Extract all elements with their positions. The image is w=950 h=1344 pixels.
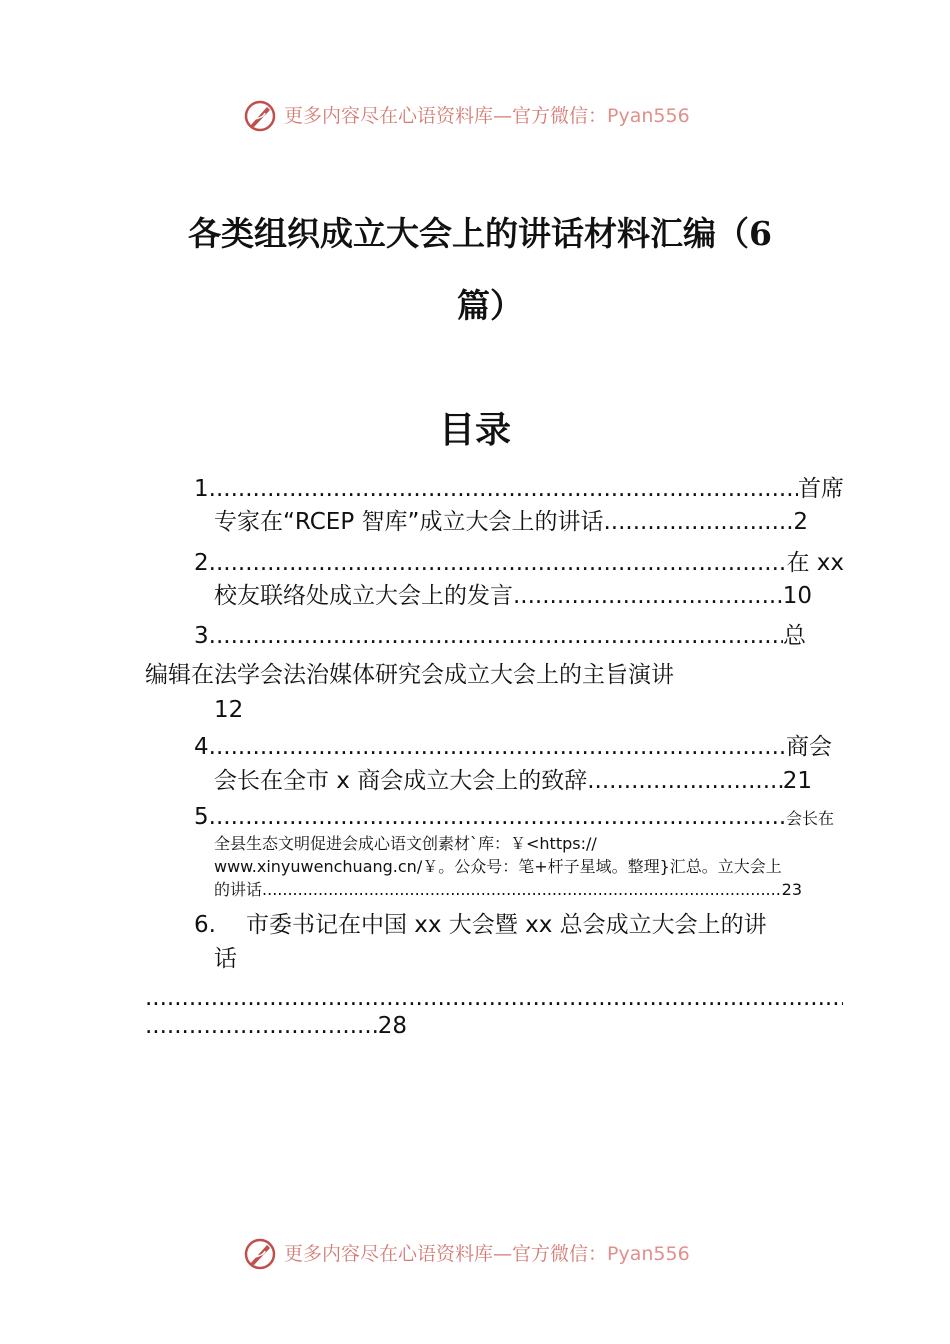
toc-leader-dots bbox=[216, 801, 786, 833]
toc-item-title: 校友联络处成立大会上的发言 bbox=[214, 583, 513, 609]
document-title: 各类组织成立大会上的讲话材料汇编（6 bbox=[188, 214, 772, 253]
toc-leader-dots bbox=[145, 1010, 378, 1042]
toc-item-page: 21 bbox=[782, 768, 812, 794]
toc-item-2-line2[interactable] bbox=[214, 580, 812, 612]
toc-item-title: 的讲话 bbox=[214, 880, 263, 899]
banner-text: 更多内容尽在心语资料库—官方微信：Pyan556 bbox=[284, 1243, 690, 1265]
toc-item-2-line1[interactable] bbox=[194, 547, 844, 579]
quill-pen-logo-icon bbox=[243, 99, 277, 133]
toc-item-5-line1[interactable] bbox=[194, 801, 834, 835]
toc-leader-dots bbox=[216, 731, 786, 763]
toc-item-number: 3. bbox=[194, 623, 216, 649]
toc-leader-dots bbox=[262, 879, 782, 901]
toc-leader-dots bbox=[216, 547, 787, 579]
toc-item-title: 专家在“RCEP 智库”成立大会上的讲话 bbox=[214, 509, 604, 535]
toc-item-6-line3[interactable] bbox=[145, 1010, 407, 1042]
toc-leader-dots bbox=[216, 620, 783, 652]
toc-item-page: 10 bbox=[782, 583, 812, 609]
toc-item-number: 6. bbox=[194, 912, 216, 938]
toc-item-lead-text: 商会 bbox=[786, 734, 832, 760]
toc-item-title: 会长在全市 x 商会成立大会上的致辞 bbox=[214, 768, 588, 794]
header-banner bbox=[0, 96, 950, 136]
toc-item-number: 5. bbox=[194, 804, 216, 830]
wechat-id: Pyan556 bbox=[607, 1243, 690, 1265]
toc-item-5-line4[interactable] bbox=[214, 879, 802, 901]
toc-leader-dots bbox=[603, 506, 793, 538]
toc-item-lead-text: 首席 bbox=[798, 476, 844, 502]
toc-item-page: 28 bbox=[377, 1013, 407, 1039]
toc-leader-dots bbox=[216, 473, 798, 505]
toc-heading: 目录 bbox=[438, 409, 511, 451]
toc-item-1-line2[interactable] bbox=[214, 506, 808, 538]
quill-pen-logo-icon bbox=[243, 1237, 277, 1271]
toc-item-5-line2[interactable]: 全县生态文明促进会成心语文创素材`库：￥<https:// bbox=[214, 834, 597, 853]
document-title-continued: 篇） bbox=[457, 286, 523, 325]
banner-text: 更多内容尽在心语资料库—官方微信：Pyan556 bbox=[284, 105, 690, 127]
toc-leader-dots bbox=[587, 765, 782, 797]
toc-item-lead-text: 总 bbox=[783, 623, 806, 649]
toc-item-6-line2[interactable]: 话 bbox=[214, 946, 237, 972]
toc-item-title: 市委书记在中国 xx 大会暨 xx 总会成立大会上的讲 bbox=[245, 912, 767, 938]
toc-item-page: 23 bbox=[781, 880, 802, 899]
toc-item-lead-text: 在 xx bbox=[786, 550, 844, 576]
toc-item-page: 2 bbox=[793, 509, 808, 535]
wechat-id: Pyan556 bbox=[607, 105, 690, 127]
toc-item-3-line2[interactable]: 编辑在法学会法治媒体研究会成立大会上的主旨演讲 bbox=[145, 662, 674, 688]
footer-banner bbox=[0, 1234, 950, 1274]
toc-item-4-line2[interactable] bbox=[214, 765, 812, 797]
toc-item-6-line1[interactable] bbox=[194, 909, 844, 941]
toc-item-number: 4. bbox=[194, 734, 216, 760]
toc-item-3-line1[interactable] bbox=[194, 620, 806, 652]
toc-item-number: 1. bbox=[194, 476, 216, 502]
toc-item-1-line1[interactable] bbox=[194, 473, 844, 505]
toc-item-5-line3[interactable]: www.xinyuwenchuang.cn/￥。公众号：笔+杆子星域。整理}汇总。立大会上 bbox=[214, 857, 782, 876]
toc-item-4-line1[interactable] bbox=[194, 731, 832, 763]
toc-leader-dots bbox=[513, 580, 783, 612]
toc-item-lead-text: 会长在 bbox=[785, 809, 834, 828]
toc-item-number: 2. bbox=[194, 550, 216, 576]
toc-item-page: 12 bbox=[214, 697, 244, 723]
